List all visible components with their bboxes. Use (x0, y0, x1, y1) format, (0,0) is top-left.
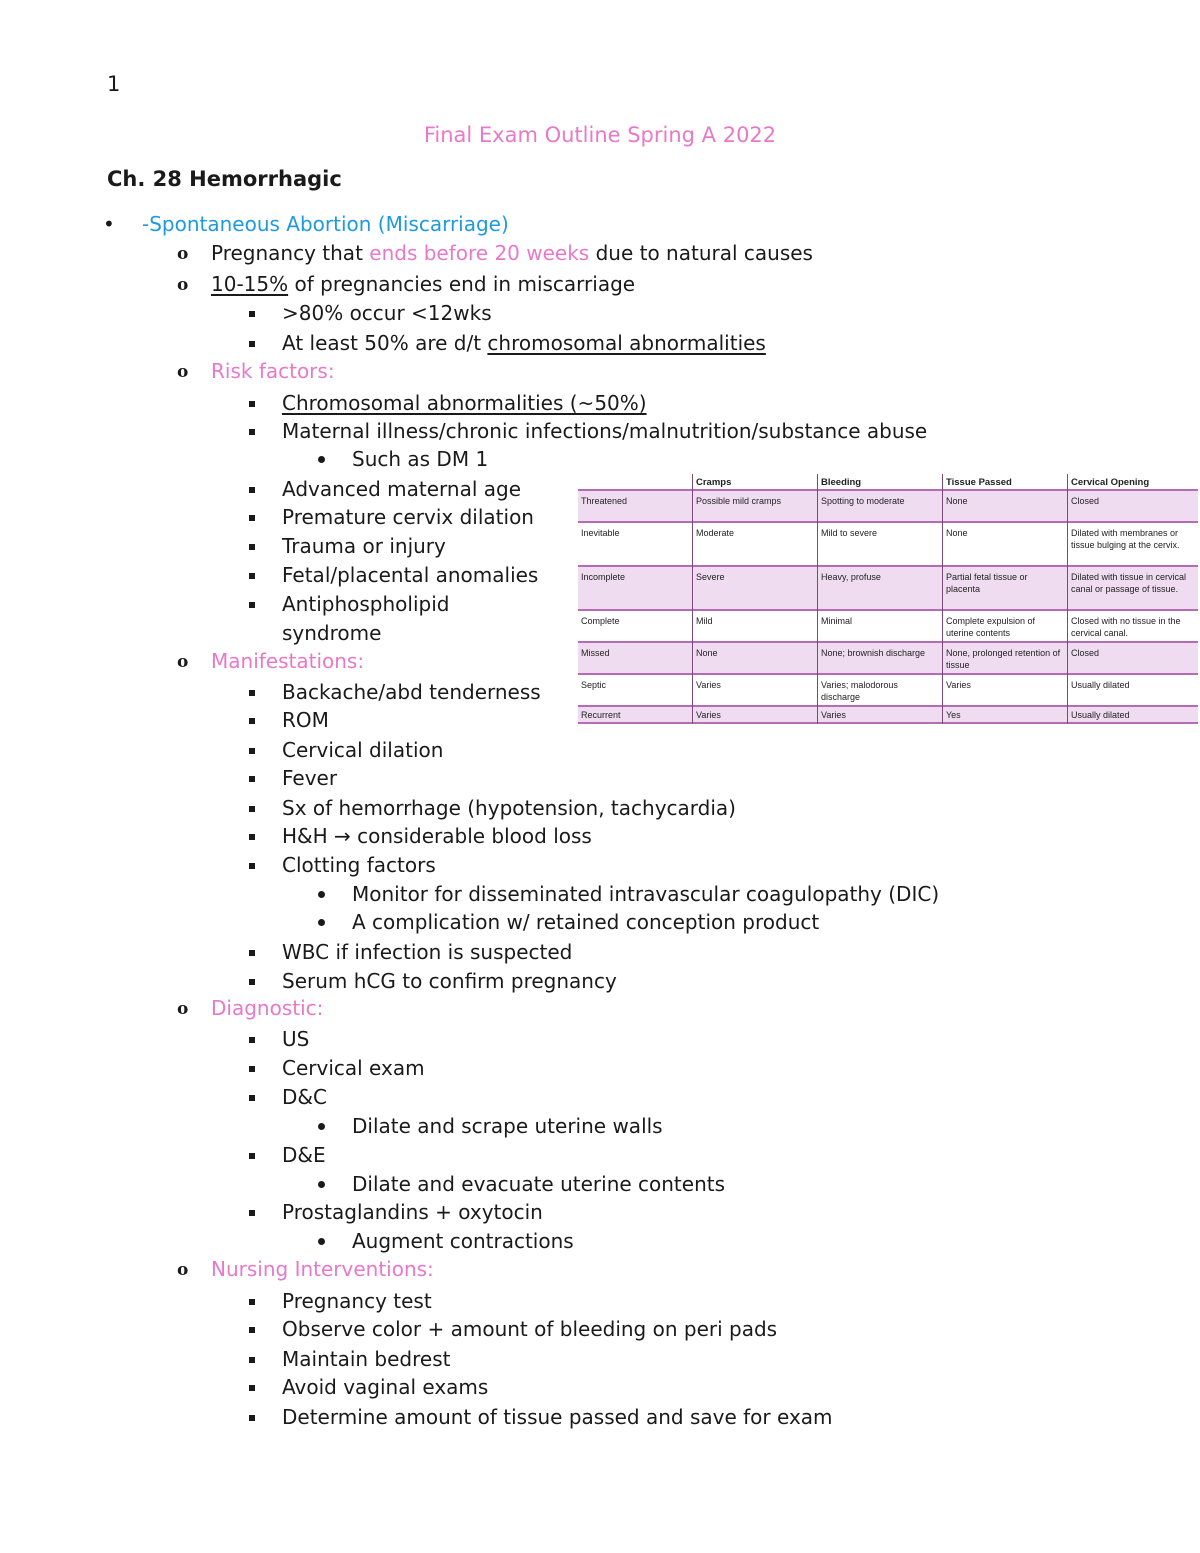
table-cell: Incomplete (581, 572, 626, 582)
bullet-square-marker (249, 690, 255, 696)
bullet-o-marker: o (177, 652, 189, 672)
bullet-square-marker (249, 979, 255, 985)
nursing-item: Observe color + amount of bleeding on peri pads (282, 1317, 778, 1341)
table-cell: Complete (581, 616, 620, 626)
table-cell: Moderate (696, 528, 735, 538)
diagnostic-item: US (282, 1027, 310, 1051)
document-title: Final Exam Outline Spring A 2022 (423, 123, 777, 147)
table-column-divider (942, 474, 943, 724)
bullet-square-marker (249, 311, 255, 317)
table-cell: Varies (696, 680, 721, 690)
bullet-dot-marker (318, 1123, 325, 1130)
bullet-square-marker (249, 544, 255, 550)
risk-item: Maternal illness/chronic infections/malnutrition/substance abuse (282, 419, 928, 443)
risk-item: Premature cervix dilation (282, 505, 534, 529)
bullet-square-marker (249, 1299, 255, 1305)
table-cell: Closed (1071, 648, 1100, 658)
table-row (578, 565, 1198, 609)
manifest-item: WBC if infection is suspected (282, 940, 573, 964)
bullet-square-marker (249, 573, 255, 579)
manifest-subitem: A complication w/ retained conception product (352, 910, 820, 934)
bullet-o-marker: o (177, 362, 189, 382)
table-cell: Dilated with membranes or tissue bulging at the cervix. (1071, 528, 1180, 550)
table-cell: None, prolonged retention of tissue (946, 648, 1061, 670)
table-column-divider (692, 474, 693, 724)
table-row (578, 705, 1198, 723)
risk-item-continued: syndrome (282, 621, 382, 645)
risk-factors-heading: Risk factors: (211, 359, 335, 383)
bullet-dot-marker (318, 919, 325, 926)
section-heading: -Spontaneous Abortion (Miscarriage) (142, 212, 509, 236)
manifest-subitem: Monitor for disseminated intravascular coagulopathy (DIC) (352, 882, 940, 906)
table-cell: Partial fetal tissue or placenta (946, 572, 1028, 594)
manifest-item: Backache/abd tenderness (282, 680, 541, 704)
table-row (578, 673, 1198, 705)
table-cell: Severe (696, 572, 725, 582)
table-header-tissue-passed: Tissue Passed (946, 477, 1012, 488)
bullet-square-marker (249, 1153, 255, 1159)
manifest-item: H&H → considerable blood loss (282, 824, 592, 848)
table-cell: None (946, 528, 968, 538)
diagnostic-subitem: Dilate and evacuate uterine contents (352, 1172, 726, 1196)
bullet-square-marker (249, 1210, 255, 1216)
bullet-square-marker (249, 1066, 255, 1072)
diagnostic-item: Prostaglandins + oxytocin (282, 1200, 543, 1224)
table-cell: Mild to severe (821, 528, 878, 538)
table-cell: Missed (581, 648, 610, 658)
nursing-item: Maintain bedrest (282, 1347, 451, 1371)
diagnostic-subitem: Dilate and scrape uterine walls (352, 1114, 663, 1138)
table-cell: Mild (696, 616, 713, 626)
table-cell: Varies; malodorous discharge (821, 680, 898, 702)
table-cell: None (946, 496, 968, 506)
bullet-square-marker (249, 429, 255, 435)
manifest-item: Serum hCG to confirm pregnancy (282, 969, 617, 993)
bullet-square-marker (249, 718, 255, 724)
bullet-o-marker: o (177, 244, 189, 264)
diagnostic-item: D&E (282, 1143, 326, 1167)
definition-line: Pregnancy that ends before 20 weeks due to natural causes (211, 241, 813, 265)
risk-item: Fetal/placental anomalies (282, 563, 539, 587)
table-column-divider (817, 474, 818, 724)
diagnostic-subitem: Augment contractions (352, 1229, 574, 1253)
diagnostic-item: D&C (282, 1085, 327, 1109)
risk-item: Antiphospholipid (282, 592, 450, 616)
table-cell: Inevitable (581, 528, 620, 538)
nursing-heading: Nursing Interventions: (211, 1257, 434, 1281)
table-cell: Dilated with tissue in cervical canal or passage of tissue. (1071, 572, 1187, 594)
bullet-square-marker (249, 515, 255, 521)
bullet-dot-marker (318, 891, 325, 898)
table-cell: Complete expulsion of uterine contents (946, 616, 1036, 638)
rate-line: 10-15% of pregnancies end in miscarriage (211, 272, 636, 296)
bullet-square-marker (249, 401, 255, 407)
table-cell: Varies (946, 680, 971, 690)
table-cell: Recurrent (581, 710, 621, 720)
bullet-square-marker (249, 1385, 255, 1391)
table-cell: Heavy, profuse (821, 572, 881, 582)
bullet-o-marker: o (177, 999, 189, 1019)
bullet-dot-marker (318, 456, 325, 463)
nursing-item: Avoid vaginal exams (282, 1375, 489, 1399)
table-cell: Closed (1071, 496, 1100, 506)
table-cell: Closed with no tissue in the cervical canal. (1071, 616, 1181, 638)
table-column-divider (1067, 474, 1068, 724)
risk-subitem: Such as DM 1 (352, 447, 489, 471)
bullet-dot-marker (318, 1181, 325, 1188)
bullet-o-marker: o (177, 275, 189, 295)
table-header-cervical-opening: Cervical Opening (1071, 477, 1150, 488)
bullet-square-marker (249, 863, 255, 869)
bullet-square-marker (249, 602, 255, 608)
nursing-item: Pregnancy test (282, 1289, 432, 1313)
table-cell: Minimal (821, 616, 853, 626)
bullet-dot-marker (318, 1238, 325, 1245)
table-cell: None (696, 648, 718, 658)
table-row (578, 641, 1198, 673)
table-header-cramps: Cramps (696, 477, 732, 488)
table-cell: None; brownish discharge (821, 648, 926, 658)
bullet-square-marker (249, 950, 255, 956)
table-cell: Yes (946, 710, 961, 720)
bullet-square-marker (249, 776, 255, 782)
risk-item: Trauma or injury (282, 534, 446, 558)
risk-item: Advanced maternal age (282, 477, 522, 501)
bullet-square-marker (249, 1415, 255, 1421)
table-row (578, 521, 1198, 565)
page-number: 1 (107, 72, 121, 96)
table-cell: Septic (581, 680, 607, 690)
bullet-square-marker (249, 748, 255, 754)
table-row (578, 609, 1198, 641)
rate-subitem: >80% occur <12wks (282, 301, 492, 325)
manifest-item: Clotting factors (282, 853, 436, 877)
chapter-heading: Ch. 28 Hemorrhagic (107, 167, 342, 191)
table-row (578, 489, 1198, 521)
table-cell: Usually dilated (1071, 710, 1130, 720)
table-header-bleeding: Bleeding (821, 477, 862, 488)
table-cell: Varies (821, 710, 846, 720)
diagnostic-item: Cervical exam (282, 1056, 425, 1080)
bullet-square-marker (249, 834, 255, 840)
table-bottom-rule (578, 722, 1198, 724)
table-cell: Varies (696, 710, 721, 720)
bullet-square-marker (249, 806, 255, 812)
manifest-item: Cervical dilation (282, 738, 444, 762)
bullet-disc-marker: • (103, 212, 115, 236)
manifest-item: ROM (282, 708, 329, 732)
bullet-square-marker (249, 1095, 255, 1101)
table-cell: Threatened (581, 496, 628, 506)
bullet-square-marker (249, 1357, 255, 1363)
manifest-item: Sx of hemorrhage (hypotension, tachycardia) (282, 796, 736, 820)
bullet-square-marker (249, 487, 255, 493)
table-cell: Usually dilated (1071, 680, 1130, 690)
table-cell: Spotting to moderate (821, 496, 905, 506)
abortion-types-table (578, 474, 1198, 724)
table-cell: Possible mild cramps (696, 496, 782, 506)
manifest-item: Fever (282, 766, 338, 790)
bullet-square-marker (249, 1037, 255, 1043)
risk-item: Chromosomal abnormalities (~50%) (282, 391, 647, 415)
nursing-item: Determine amount of tissue passed and save for exam (282, 1405, 833, 1429)
bullet-o-marker: o (177, 1260, 189, 1280)
bullet-square-marker (249, 341, 255, 347)
bullet-square-marker (249, 1327, 255, 1333)
diagnostic-heading: Diagnostic: (211, 996, 324, 1020)
manifestations-heading: Manifestations: (211, 649, 365, 673)
rate-subitem: At least 50% are d/t chromosomal abnormalities (282, 331, 766, 355)
